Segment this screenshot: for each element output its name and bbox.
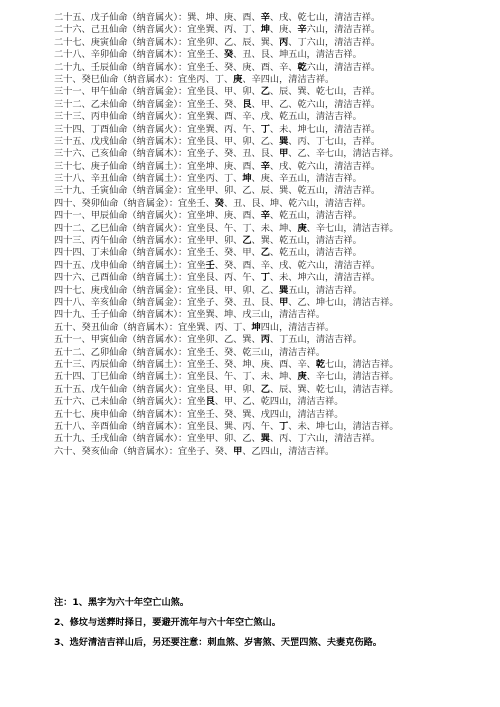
entry-line: 四十二、乙巳仙命（纳音属火）：宜坐艮、午、丁、未、坤、庚、辛七山，清洁吉祥。 [54,222,399,234]
entry-line: 三十六、己亥仙命（纳音属木）：宜坐子、癸、丑、艮、甲、乙、辛七山，清洁吉祥。 [54,148,399,160]
kongwang-char: 辛 [260,160,270,172]
note-line: 2、修坟与送葬时择日，要避开流年与六十年空亡煞山。 [54,617,281,628]
entry-line: 三十一、甲午仙命（纳音属金）：宜坐艮、甲、卯、乙、辰、巽、乾七山，吉祥。 [54,86,381,98]
kongwang-char: 丁 [260,272,270,284]
entry-line: 五十四、丁巳仙命（纳音属土）：宜坐艮、午、丁、未、坤、庚、辛七山，清洁吉祥。 [54,371,399,383]
kongwang-char: 坤 [242,173,252,185]
entry-line: 二十九、壬辰仙命（纳音属水）：宜坐壬、癸、庚、酉、辛、乾六山，清洁吉祥。 [54,61,381,73]
kongwang-char: 辛 [297,24,307,36]
entry-line: 四十四、丁未仙命（纳音属水）：宜坐壬、癸、甲、乙、乾五山，清洁吉祥。 [54,247,362,259]
entry-line: 三十三、丙申仙命（纳音属火）：宜坐巽、酉、辛、戌、乾五山，清洁吉祥。 [54,111,362,123]
kongwang-char: 坤 [260,24,270,36]
entry-line: 五十八、辛酉仙命（纳音属木）：宜坐艮、巽、丙、午、丁、未、坤七山，清洁吉祥。 [54,420,399,432]
kongwang-char: 乙 [242,235,252,247]
notes-section [54,596,494,656]
entry-line: 五十五、戊午仙命（纳音属火）：宜坐艮、甲、卯、乙、辰、巽、乾七山，清洁吉祥。 [54,383,399,395]
entry-line: 三十五、戊戌仙命（纳音属木）：宜坐艮、甲、卯、乙、巽、丙、丁七山，吉祥。 [54,135,381,147]
kongwang-char: 乙 [260,86,270,98]
kongwang-char: 壬 [205,259,215,271]
entry-line: 四十一、甲辰仙命（纳音属火）：宜坐坤、庚、酉、辛、乾五山，清洁吉祥。 [54,210,362,222]
entry-line: 二十五、戊子仙命（纳音属火）：巽、坤、庚、酉、辛、戌、乾七山，清洁吉祥。 [54,12,381,23]
note-line: 3、选好清洁吉祥山后，另还要注意：刺血煞、岁害煞、天罡四煞、夫妻克伤路。 [54,637,382,648]
entry-line: 四十七、庚戌仙命（纳音属金）：宜坐艮、甲、卯、乙、巽五山，清洁吉祥。 [54,284,362,296]
kongwang-char: 丁 [279,420,289,432]
kongwang-char: 乙 [260,247,270,259]
kongwang-char: 丙 [279,36,289,48]
entry-line: 三十、癸巳仙命（纳音属水）：宜坐丙、丁、庚、辛四山，清洁吉祥。 [54,73,335,85]
entry-line: 三十九、壬寅仙命（纳音属金）：宜坐甲、卯、乙、辰、巽、乾五山，清洁吉祥。 [54,185,381,197]
entry-line: 五十三、丙辰仙命（纳音属土）：宜坐壬、癸、坤、庚、酉、辛、乾七山，清洁吉祥。 [54,358,399,370]
entry-line: 四十五、戊申仙命（纳音属土）：宜坐壬、癸、酉、辛、戌、乾六山，清洁吉祥。 [54,259,381,271]
entry-line: 二十七、庚寅仙命（纳音属木）：宜坐卯、乙、辰、巽、丙、丁六山，清洁吉祥。 [54,36,381,48]
entry-line: 三十二、乙未仙命（纳音属金）：宜坐壬、癸、艮、甲、乙、乾六山，清洁吉祥。 [54,98,381,110]
entry-line: 四十八、辛亥仙命（纳音属金）：宜坐子、癸、丑、艮、甲、乙、坤七山，清洁吉祥。 [54,296,399,308]
entry-line: 四十三、丙午仙命（纳音属水）：宜坐甲、卯、乙、巽、乾五山，清洁吉祥。 [54,235,362,247]
kongwang-char: 癸 [223,49,234,61]
entry-line: 五十七、庚申仙命（纳音属木）：宜坐壬、癸、巽、戌四山，清洁吉祥。 [54,408,344,420]
kongwang-char: 巽 [279,284,289,296]
entry-line: 六十、癸亥仙命（纳音属水）：宜坐子、癸、甲、乙四山，清洁吉祥。 [54,445,335,457]
entry-line: 三十四、丁酉仙命（纳音属火）：宜坐巽、丙、午、丁、未、坤七山，清洁吉祥。 [54,123,381,135]
kongwang-char: 辛 [260,210,270,222]
entry-line: 二十六、己丑仙命（纳音属火）：宜坐巽、丙、丁、坤、庚、辛六山，清洁吉祥。 [54,24,381,36]
entry-line: 五十二、乙卯仙命（纳音属水）：宜坐壬、癸、乾三山，清洁吉祥。 [54,346,326,358]
entry-line: 五十一、甲寅仙命（纳音属水）：宜坐卯、乙、巽、丙、丁五山，清洁吉祥。 [54,334,362,346]
kongwang-char: 乾 [297,61,307,73]
entry-line: 三十七、庚子仙命（纳音属土）：宜坐坤、庚、酉、辛、戌、乾六山，清洁吉祥。 [54,160,381,172]
kongwang-char: 甲 [279,148,289,160]
kongwang-char: 艮 [242,98,252,110]
entry-line: 五十六、己未仙命（纳音属火）：宜坐艮、甲、乙、乾四山，清洁吉祥。 [54,396,344,408]
kongwang-char: 乙 [260,383,270,395]
kongwang-char: 甲 [233,445,243,457]
kongwang-char: 巽 [260,433,270,445]
kongwang-char: 庚 [297,371,307,383]
kongwang-char: 丙 [260,334,270,346]
entry-line: 四十九、壬子仙命（纳音属木）：宜坐巽、坤、戌三山，清洁吉祥。 [54,309,326,321]
note-line: 注：1、黑字为六十年空亡山煞。 [54,597,190,608]
entry-line: 三十八、辛丑仙命（纳音属土）：宜坐丙、丁、坤、庚、辛五山，清洁吉祥。 [54,173,362,185]
kongwang-char: 巽 [279,135,289,147]
entry-line: 四十六、己酉仙命（纳音属土）：宜坐艮、丙、午、丁、未、坤六山，清洁吉祥。 [54,272,381,284]
entry-list [54,12,494,458]
entry-line: 五十九、壬戌仙命（纳音属水）：宜坐甲、卯、乙、巽、丙、丁六山，清洁吉祥。 [54,433,381,445]
entry-line: 五十、癸丑仙命（纳音属木）：宜坐巽、丙、丁、坤四山，清洁吉祥。 [54,321,335,333]
kongwang-char: 庚 [233,73,243,85]
kongwang-char: 坤 [251,321,261,333]
entry-line: 四十、癸卯仙命（纳音属金）：宜坐壬、癸、丑、艮、坤、乾六山，清洁吉祥。 [54,197,371,209]
kongwang-char: 丁 [260,123,270,135]
kongwang-char: 乾 [315,358,326,370]
kongwang-char: 庚 [297,222,307,234]
kongwang-char: 甲 [279,296,289,308]
kongwang-char: 辛 [260,12,270,23]
kongwang-char: 艮 [205,396,215,408]
kongwang-char: 癸 [214,197,224,209]
entry-line: 二十八、辛卯仙命（纳音属木）：宜坐壬、癸、丑、艮、坤五山，清洁吉祥。 [54,49,362,61]
